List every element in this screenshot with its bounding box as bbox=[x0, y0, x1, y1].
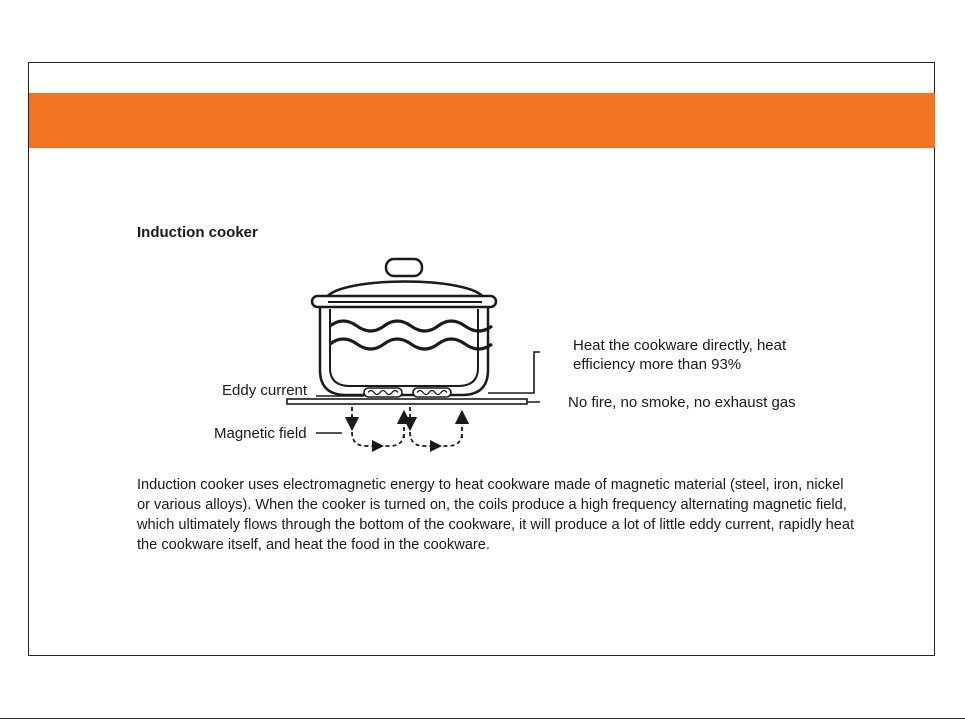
cooktop-plate bbox=[287, 399, 527, 404]
eddy-current-label: Eddy current bbox=[222, 382, 308, 399]
pot-with-lid-icon bbox=[312, 259, 496, 395]
bottom-divider bbox=[0, 718, 965, 719]
magnetic-field-arrow-icon bbox=[352, 407, 462, 452]
heat-direct-label-line2: efficiency more than 93% bbox=[573, 356, 742, 373]
magnetic-field-label: Magnetic field bbox=[214, 425, 307, 442]
no-fire-label: No fire, no smoke, no exhaust gas bbox=[568, 394, 796, 411]
description-paragraph: Induction cooker uses electromagnetic energy to heat cookware made of magnetic material (steel, iron, nickel or various alloys). When the cooker is turned on, the coils produce a high frequency alternating magnetic field, which ultimately flows through the bottom of the cookware, it will produce a lot of little eddy current, rapidly heat the cookware itself, and heat the food in the cookware. bbox=[137, 477, 855, 553]
section-title: Induction cooker bbox=[137, 224, 258, 241]
header-banner bbox=[29, 93, 935, 148]
heat-direct-label-line1: Heat the cookware directly, heat bbox=[573, 337, 787, 354]
